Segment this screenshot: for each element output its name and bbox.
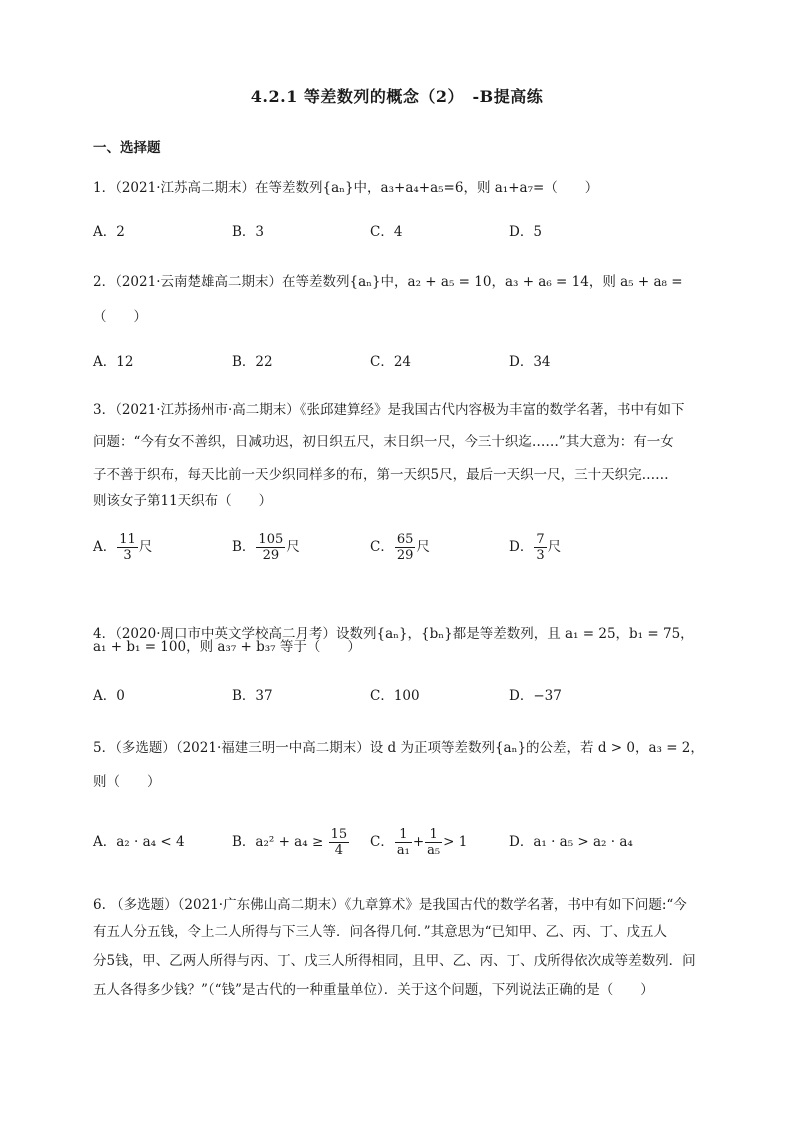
option-expression: B．a₂² + a₄ ≥ xyxy=(232,834,324,850)
fraction xyxy=(395,532,416,563)
numerator: 1 xyxy=(425,827,442,843)
question-1-option-c: C．4 xyxy=(370,224,403,240)
question-3-option-b xyxy=(232,532,300,563)
denominator: 4 xyxy=(334,843,343,858)
question-6-line-2: 有五人分五钱，令上二人所得与下三人等．问各得几何．”其意思为“已知甲、乙、丙、丁、戊五人 xyxy=(93,924,668,940)
question-3-option-d xyxy=(509,532,561,563)
question-2-stem-line-1: 2．（2021·云南楚雄高二期末）在等差数列{aₙ}中，a₂ + a₅ = 10，a₃ + a₆ = 14，则 a₅ + a₈ = xyxy=(93,274,683,290)
question-5-option-c xyxy=(370,827,467,858)
fraction xyxy=(534,532,546,563)
question-1-option-a: A．2 xyxy=(93,224,125,240)
question-1-stem: 1．（2021·江苏高二期末）在等差数列{aₙ}中，a₃+a₄+a₅=6，则 a₁+a₇=（ ） xyxy=(93,180,599,196)
inequality: > 1 xyxy=(443,834,468,850)
option-label: A． xyxy=(93,539,117,555)
question-4-option-c: C．100 xyxy=(370,688,420,704)
question-2-option-a: A．12 xyxy=(93,354,134,370)
option-label: C． xyxy=(370,539,394,555)
numerator: 15 xyxy=(330,827,348,842)
question-4-option-b: B．37 xyxy=(232,688,273,704)
plus-sign: + xyxy=(412,834,425,850)
fraction xyxy=(395,827,412,858)
denominator: 3 xyxy=(536,548,545,563)
denominator: a₅ xyxy=(427,843,441,858)
question-4-line-1: 4．（2020·周口市中英文学校高二月考）设数列{aₙ}，{bₙ}都是等差数列，且 a₁ = 25，b₁ = 75， xyxy=(93,626,694,642)
question-4-line-2: a₁ + b₁ = 100，则 a₃₇ + b₃₇ 等于（ ） xyxy=(93,639,361,655)
question-3-line-3: 子不善于织布，每天比前一天少织同样多的布，第一天织5尺，最后一天织一尺，三十天织完…… xyxy=(93,467,669,483)
question-6-line-3: 分5钱，甲、乙两人所得与丙、丁、戊三人所得相同，且甲、乙、丙、丁、戊所得依次成等差数列．问 xyxy=(93,953,696,969)
unit-label: 尺 xyxy=(138,539,153,555)
question-4-option-d: D．−37 xyxy=(509,688,562,704)
question-4-option-a: A．0 xyxy=(93,688,125,704)
numerator: 1 xyxy=(395,827,412,843)
numerator: 105 xyxy=(258,532,284,547)
section-heading: 一、选择题 xyxy=(93,140,161,156)
unit-label: 尺 xyxy=(286,539,300,555)
question-6-line-4: 五人各得多少钱？”（“钱”是古代的一种重量单位）．关于这个问题，下列说法正确的是（ ） xyxy=(93,982,654,998)
question-6-line-1: 6. （多选题）（2021·广东佛山高二期末）《九章算术》是我国古代的数学名著，书中有如下问题:“今 xyxy=(93,897,687,913)
option-label: C． xyxy=(370,834,394,850)
question-5-option-b xyxy=(232,827,350,858)
question-3-line-1: 3．（2021·江苏扬州市·高二期末）《张邱建算经》是我国古代内容极为丰富的数学名著，书中有如下 xyxy=(93,402,685,418)
numerator: 7 xyxy=(536,532,545,547)
question-2-option-b: B．22 xyxy=(232,354,273,370)
denominator: 3 xyxy=(123,548,132,563)
numerator: 65 xyxy=(396,532,414,547)
question-5-option-a: A．a₂ · a₄ < 4 xyxy=(93,834,185,850)
option-label: D． xyxy=(509,539,534,555)
fraction xyxy=(425,827,442,858)
fraction xyxy=(256,532,285,563)
question-2-option-d: D．34 xyxy=(509,354,551,370)
question-5-option-d: D．a₁ · a₅ > a₂ · a₄ xyxy=(509,834,633,850)
question-3-line-4: 则该女子第11天织布（ ） xyxy=(93,493,273,509)
option-label: B． xyxy=(232,539,256,555)
question-3-line-2: 问题：“今有女不善织，日减功迟，初日织五尺，末日织一尺，今三十织迄……”其大意为：有一女 xyxy=(93,434,674,450)
denominator: 29 xyxy=(262,548,280,563)
denominator: a₁ xyxy=(396,843,410,858)
question-2-stem-line-2: （ ） xyxy=(93,309,147,325)
denominator: 29 xyxy=(396,548,414,563)
unit-label: 尺 xyxy=(416,539,430,555)
question-2-option-c: C．24 xyxy=(370,354,412,370)
question-1-option-d: D．5 xyxy=(509,224,542,240)
numerator: 11 xyxy=(119,532,136,547)
question-5-line-1: 5．（多选题）（2021·福建三明一中高二期末）设 d 为正项等差数列{aₙ}的公差，若 d > 0，a₃ = 2， xyxy=(93,740,704,756)
question-5-line-2: 则（ ） xyxy=(93,774,161,790)
page-title: 4.2.1 等差数列的概念（2） -B提高练 xyxy=(250,87,544,106)
question-1-option-b: B．3 xyxy=(232,224,265,240)
fraction xyxy=(117,532,138,563)
fraction xyxy=(329,827,350,858)
unit-label: 尺 xyxy=(547,539,562,555)
question-3-option-a xyxy=(93,532,152,563)
question-3-option-c xyxy=(370,532,430,563)
